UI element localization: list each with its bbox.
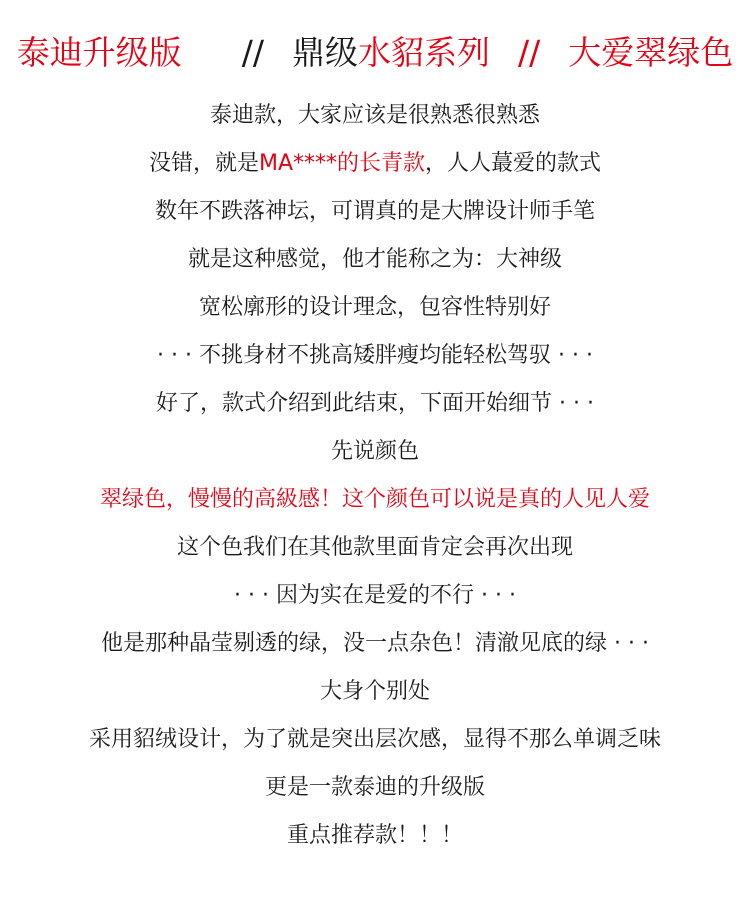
title-part-grade: 鼎级 — [292, 33, 358, 72]
title-part-mink-series: 水貂系列 — [358, 33, 490, 72]
description-block — [0, 92, 750, 860]
title-part-upgrade: 泰迪升级版 — [16, 33, 182, 72]
text-line: 这个色我们在其他款里面肯定会再次出现 — [176, 535, 573, 560]
text-line: 大身个别处 — [319, 679, 430, 704]
title-separator: // — [241, 33, 264, 72]
title-separator: // — [518, 33, 541, 72]
highlight-text: MA****的长青款 — [258, 151, 426, 176]
page-title — [0, 28, 750, 78]
text-line: 采用貂绒设计，为了就是突出层次感，显得不那么单调乏味 — [88, 727, 661, 752]
text-line: 他是那种晶莹剔透的绿，没一点杂色！清澈见底的绿 · · · — [101, 631, 649, 656]
text-line: · · · 因为实在是爱的不行 · · · — [234, 583, 516, 608]
text-line: 就是这种感觉，他才能称之为：大神级 — [187, 247, 562, 272]
text-line: 泰迪款，大家应该是很熟悉很熟悉 — [209, 103, 540, 128]
text-line — [0, 140, 750, 188]
text-line: 宽松廓形的设计理念，包容性特别好 — [198, 295, 551, 320]
text-line: 数年不跌落神坛，可谓真的是大牌设计师手笔 — [154, 199, 595, 224]
text-line: 先说颜色 — [330, 439, 419, 464]
text-segment: 没错，就是 — [148, 151, 259, 176]
text-segment: ，人人蕞爱的款式 — [425, 151, 602, 176]
text-line: 重点推荐款！！！ — [286, 823, 463, 848]
title-part-green: 大爱翠绿色 — [568, 33, 734, 72]
text-line: 更是一款泰迪的升级版 — [264, 775, 485, 800]
text-line: 好了，款式介绍到此结束，下面开始细节 · · · — [156, 391, 594, 416]
highlight-line: 翠绿色，慢慢的高級感！这个颜色可以说是真的人见人爱 — [99, 487, 650, 512]
text-line: · · · 不挑身材不挑高矮胖瘦均能轻松驾驭 · · · — [157, 343, 593, 368]
